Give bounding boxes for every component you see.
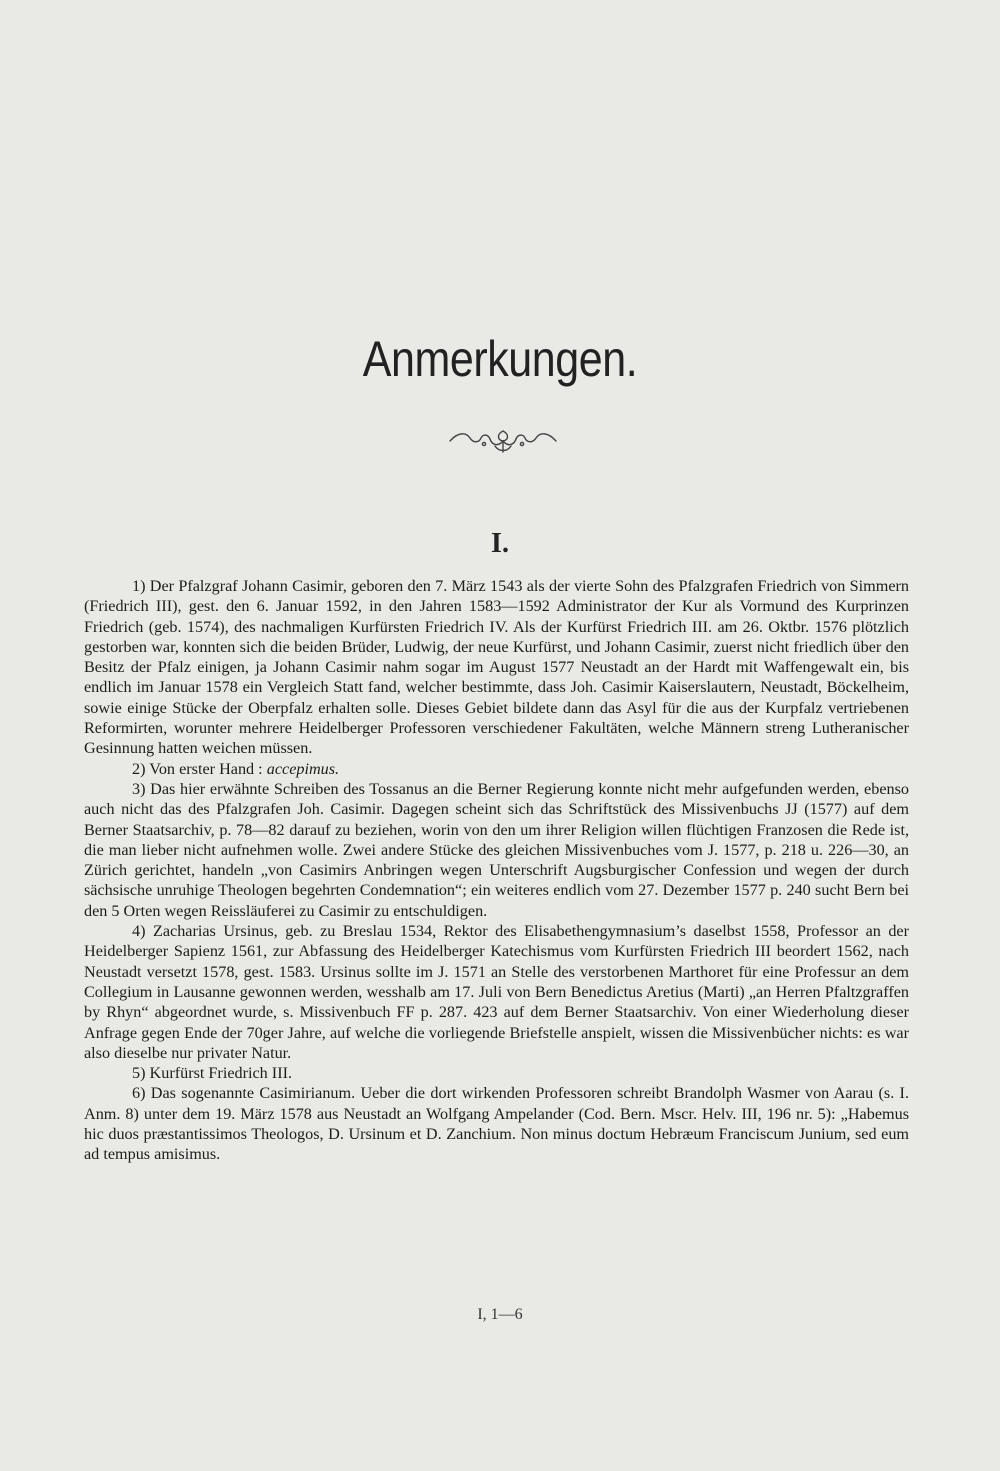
decorative-vignette-icon [448, 428, 558, 454]
note-3: 3) Das hier erwähnte Schreiben des Tossanus an die Berner Regierung konnte nicht mehr aufgefunden werden, ebenso auch nicht das des Pfalzgrafen Joh. Casimir. Dagegen scheint sich das Schriftstück des Missivenbuchs JJ (1577) auf dem Berner Staatsarchiv, p. 78—82 darauf zu beziehen, worin von den um ihrer Religion willen flüchtigen Franzosen die Rede ist, die man lieber nicht aufnehmen wolle. Zwei andere Stücke des gleichen Missivenbuches vom J. 1577, p. 218 u. 226—30, an Zürich gerichtet, handeln „von Casimirs Anbringen wegen Unterschrift Augsburgischer Confession und wegen der durch sächsische unruhige Theologen begehrten Condemnation“; ein weiteres endlich vom 27. Dezember 1577 p. 240 sucht Bern bei den 5 Orten wegen Reissläuferei zu Casimir zu entschuldigen. [84, 779, 909, 920]
page-signature: I, 1—6 [477, 1306, 523, 1323]
page-heading: Anmerkungen. [362, 331, 638, 387]
note-5: 5) Kurfürst Friedrich III. [132, 1064, 293, 1083]
note-2 [84, 759, 909, 779]
note-6: 6) Das sogenannte Casimirianum. Ueber die dort wirkenden Professoren schreibt Brandolph Wasmer von Aarau (s. I. Anm. 8) unter dem 19. März 1578 aus Neustadt an Wolfgang Ampelander (Cod. Bern. Mscr. Helv. III, 196 nr. 5): „Habemus hic duos præstantissimos Theologos, D. Ursinum et D. Zanchium. Non minus doctum Hebræum Franciscum Junium, sed eum ad tempus amisimus. [84, 1084, 909, 1164]
note-2-italic: accepimus. [266, 759, 340, 778]
note-2-text: 2) Von erster Hand : [132, 759, 267, 778]
note-1: 1) Der Pfalzgraf Johann Casimir, geboren den 7. März 1543 als der vierte Sohn des Pfalzgrafen Friedrich von Simmern (Friedrich III), gest. den 6. Januar 1592, in den Jahren 1583—1592 Administrator der Kur als Vormund des Kurprinzen Friedrich (geb. 1574), des nachmaligen Kurfürsten Friedrich IV. Als der Kurfürst Friedrich III. am 26. Oktbr. 1576 plötzlich gestorben war, konnten sich die beiden Brüder, Ludwig, der neue Kurfürst, und Johann Casimir, zuerst nicht friedlich über den Besitz der Pfalz einigen, ja Johann Casimir nahm sogar im August 1577 Neustadt an der Hardt mit Waffengewalt ein, bis endlich im Januar 1578 ein Vergleich Statt fand, welcher bestimmte, dass Joh. Casimir Kaiserslautern, Neustadt, Böckelheim, sowie einige Stücke der Oberpfalz erhalten solle. Dieses Gebiet bildete dann das Asyl für die aus der Kurpfalz vertriebenen Reformirten, worunter mehrere Heidelberger Professoren verschiedener Fakultäten, welche Männern streng Lutheranischer Gesinnung hatten weichen müssen. [84, 577, 909, 758]
section-numeral: I. [491, 528, 509, 559]
notes-body [84, 576, 909, 1165]
note-4: 4) Zacharias Ursinus, geb. zu Breslau 1534, Rektor des Elisabethengymnasium’s daselbst 1558, Professor an der Heidelberger Sapienz 1561, zur Abfassung des Heidelberger Katechismus vom Kurfürsten Friedrich III beordert 1562, nach Neustadt versetzt 1578, gest. 1583. Ursinus sollte im J. 1571 an Stelle des verstorbenen Marthoret für eine Professur an dem Collegium in Lausanne gewonnen werden, wesshalb am 17. Juli von Bern Benedictus Aretius (Marti) „an Herren Pfaltzgraffen by Rhyn“ abgeordnet wurde, s. Missivenbuch FF p. 287. 423 auf dem Berner Staatsarchiv. Von einer Wiederholung dieser Anfrage gegen Ende der 70ger Jahre, auf welche die vorliegende Briefstelle anspielt, wissen die Missivenbücher nichts: es war also dieselbe nur privater Natur. [84, 922, 909, 1062]
